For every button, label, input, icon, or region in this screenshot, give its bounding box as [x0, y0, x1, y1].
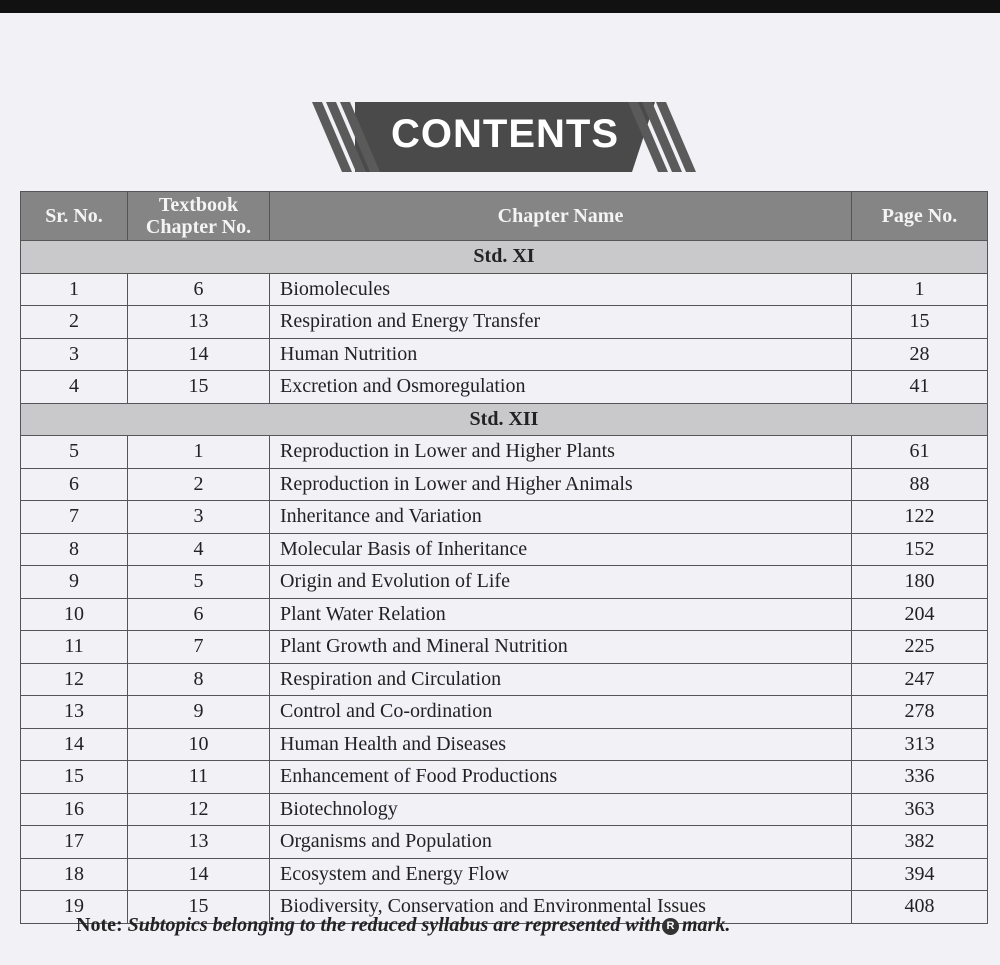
page-no: 204: [852, 598, 988, 631]
sr-no: 17: [21, 826, 128, 859]
note-text: Subtopics belonging to the reduced syllabus are represented with: [127, 914, 661, 936]
chapter-name: Biodiversity, Conservation and Environmental Issues: [270, 891, 852, 924]
sr-no: 6: [21, 468, 128, 501]
chapter-no: 15: [128, 371, 270, 404]
header-textbook-line1: Textbook: [158, 194, 239, 216]
chapter-no: 10: [128, 728, 270, 761]
sr-no: 5: [21, 436, 128, 469]
table-row: [21, 663, 988, 696]
table-row: [21, 371, 988, 404]
chapter-no: 5: [128, 566, 270, 599]
table-row: [21, 826, 988, 859]
chapter-name: Inheritance and Variation: [270, 501, 852, 534]
header-textbook-line2: Chapter No.: [145, 216, 252, 238]
chapter-name: Human Health and Diseases: [270, 728, 852, 761]
chapter-name: Organisms and Population: [270, 826, 852, 859]
page-no: 408: [852, 891, 988, 924]
table-row: [21, 696, 988, 729]
chapter-no: 13: [128, 826, 270, 859]
table-row: [21, 273, 988, 306]
page-no: 1: [852, 273, 988, 306]
sr-no: 16: [21, 793, 128, 826]
chapter-name: Ecosystem and Energy Flow: [270, 858, 852, 891]
page-no: 15: [852, 306, 988, 339]
chapter-no: 15: [128, 891, 270, 924]
page-no: 394: [852, 858, 988, 891]
chapter-name: Biomolecules: [270, 273, 852, 306]
table-row: [21, 631, 988, 664]
page-no: 225: [852, 631, 988, 664]
table-row: [21, 793, 988, 826]
page-no: 152: [852, 533, 988, 566]
table-row: [21, 533, 988, 566]
page-no: 278: [852, 696, 988, 729]
sr-no: 1: [21, 273, 128, 306]
section-label: Std. XII: [21, 403, 988, 436]
chapter-name: Plant Water Relation: [270, 598, 852, 631]
sr-no: 13: [21, 696, 128, 729]
table-row: [21, 501, 988, 534]
chapter-name: Plant Growth and Mineral Nutrition: [270, 631, 852, 664]
table-row: [21, 598, 988, 631]
header-chapter-name: Chapter Name: [270, 192, 852, 241]
chapter-no: 7: [128, 631, 270, 664]
section-label: Std. XI: [21, 241, 988, 274]
page-no: 88: [852, 468, 988, 501]
sr-no: 19: [21, 891, 128, 924]
chapter-no: 1: [128, 436, 270, 469]
header-page-no: Page No.: [852, 192, 988, 241]
page-no: 122: [852, 501, 988, 534]
page-title: CONTENTS: [391, 112, 619, 156]
chapter-no: 2: [128, 468, 270, 501]
section-row: [21, 403, 988, 436]
sr-no: 18: [21, 858, 128, 891]
table-row: [21, 858, 988, 891]
chapter-no: 13: [128, 306, 270, 339]
table-header-row: [21, 192, 988, 241]
page-no: 313: [852, 728, 988, 761]
page-no: 41: [852, 371, 988, 404]
chapter-no: 4: [128, 533, 270, 566]
chapter-name: Reproduction in Lower and Higher Plants: [270, 436, 852, 469]
reduced-syllabus-mark-icon: R: [662, 918, 679, 935]
header-sr-no: Sr. No.: [21, 192, 128, 241]
header-textbook-chapter: [128, 192, 270, 241]
chapter-no: 9: [128, 696, 270, 729]
page-no: 180: [852, 566, 988, 599]
chapter-name: Reproduction in Lower and Higher Animals: [270, 468, 852, 501]
sr-no: 12: [21, 663, 128, 696]
sr-no: 11: [21, 631, 128, 664]
chapter-no: 6: [128, 273, 270, 306]
chapter-no: 14: [128, 338, 270, 371]
note-suffix: mark.: [682, 914, 731, 936]
sr-no: 9: [21, 566, 128, 599]
chapter-no: 6: [128, 598, 270, 631]
chapter-name: Biotechnology: [270, 793, 852, 826]
table-row: [21, 566, 988, 599]
chapter-name: Molecular Basis of Inheritance: [270, 533, 852, 566]
chapter-no: 14: [128, 858, 270, 891]
note-label: Note:: [76, 914, 123, 936]
chapter-name: Excretion and Osmoregulation: [270, 371, 852, 404]
table-row: [21, 436, 988, 469]
chapter-name: Control and Co-ordination: [270, 696, 852, 729]
sr-no: 14: [21, 728, 128, 761]
top-border: [0, 0, 1000, 13]
contents-banner: [310, 100, 700, 174]
sr-no: 7: [21, 501, 128, 534]
section-row: [21, 241, 988, 274]
footnote: [76, 914, 730, 937]
chapter-no: 8: [128, 663, 270, 696]
table-row: [21, 338, 988, 371]
chapter-name: Human Nutrition: [270, 338, 852, 371]
contents-table: [20, 191, 988, 924]
page-no: 28: [852, 338, 988, 371]
table-row: [21, 761, 988, 794]
chapter-name: Respiration and Energy Transfer: [270, 306, 852, 339]
chapter-no: 3: [128, 501, 270, 534]
chapter-no: 12: [128, 793, 270, 826]
page-no: 336: [852, 761, 988, 794]
sr-no: 2: [21, 306, 128, 339]
sr-no: 10: [21, 598, 128, 631]
table-row: [21, 728, 988, 761]
chapter-name: Enhancement of Food Productions: [270, 761, 852, 794]
page-no: 382: [852, 826, 988, 859]
sr-no: 4: [21, 371, 128, 404]
sr-no: 8: [21, 533, 128, 566]
chapter-name: Origin and Evolution of Life: [270, 566, 852, 599]
page-no: 247: [852, 663, 988, 696]
page-no: 363: [852, 793, 988, 826]
sr-no: 3: [21, 338, 128, 371]
chapter-no: 11: [128, 761, 270, 794]
table-row: [21, 468, 988, 501]
page-no: 61: [852, 436, 988, 469]
sr-no: 15: [21, 761, 128, 794]
table-row: [21, 306, 988, 339]
chapter-name: Respiration and Circulation: [270, 663, 852, 696]
